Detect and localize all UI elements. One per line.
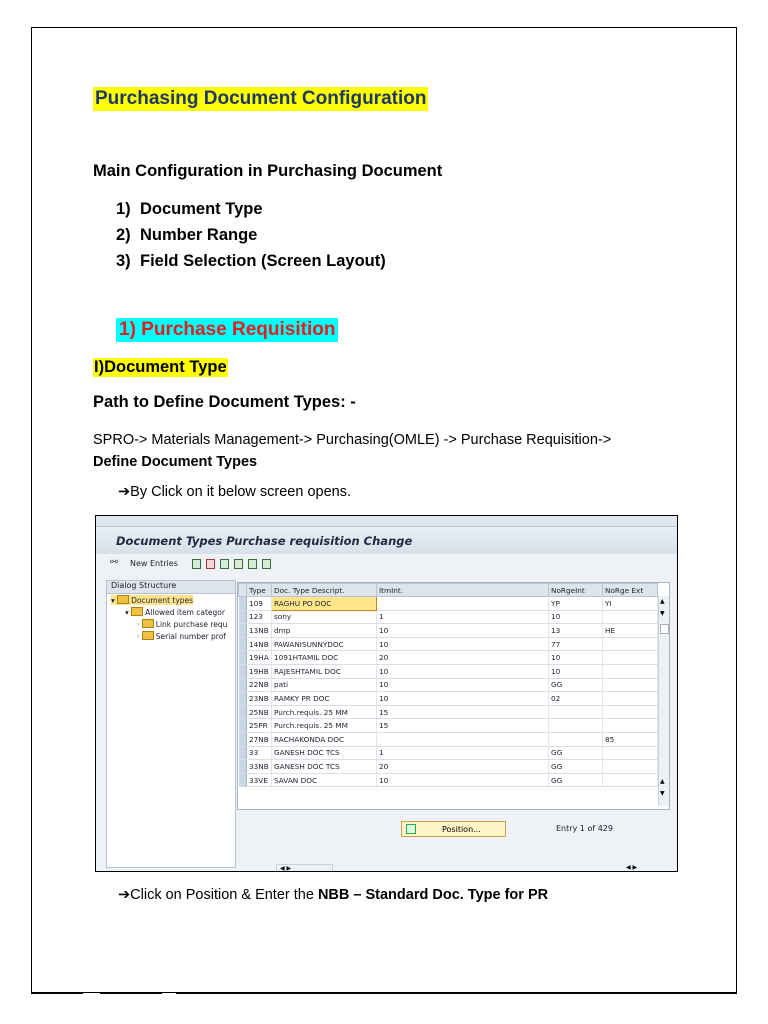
table-cell[interactable]: RAJESHTAMIL DOC xyxy=(272,664,377,678)
row-selector[interactable] xyxy=(239,651,247,665)
sap-title: Document Types Purchase requisition Change xyxy=(116,534,413,548)
table-header-row xyxy=(239,584,658,597)
row-selector[interactable] xyxy=(239,746,247,760)
table-cell[interactable]: 77 xyxy=(549,637,603,651)
table-cell[interactable]: YP xyxy=(549,597,603,611)
position-button[interactable]: Position... xyxy=(401,821,506,837)
dialog-structure xyxy=(106,580,236,868)
column-header[interactable]: Doc. Type Descript. xyxy=(272,584,377,597)
scroll-left-icon[interactable]: ◀ ▶ xyxy=(280,865,292,872)
table-cell[interactable] xyxy=(549,719,603,733)
scroll-down-icon[interactable]: ▼ xyxy=(660,790,665,797)
tree-item-document-types[interactable]: ▾ Document types xyxy=(111,596,194,605)
document-heading: Purchasing Document Configuration xyxy=(95,88,427,109)
table-cell[interactable]: Purch.requis. 25 MM xyxy=(272,705,377,719)
table-cell: 14NB xyxy=(247,637,272,651)
scroll-up-icon[interactable]: ▲ xyxy=(660,778,665,785)
table-row[interactable] xyxy=(239,746,658,760)
table-cell[interactable]: RAGHU PO DOC xyxy=(272,597,377,611)
footer-line xyxy=(31,992,83,994)
table-row[interactable] xyxy=(239,678,658,692)
row-selector[interactable] xyxy=(239,610,247,624)
arrow-icon: ➔ xyxy=(118,887,131,903)
table-row[interactable] xyxy=(239,610,658,624)
table-cell[interactable]: 10 xyxy=(377,692,549,706)
table-row[interactable] xyxy=(239,732,658,746)
table-cell[interactable]: SAVAN DOC xyxy=(272,773,377,787)
table-cell: 23NB xyxy=(247,692,272,706)
scroll-down-icon[interactable]: ▼ xyxy=(660,610,665,617)
table-row[interactable] xyxy=(239,705,658,719)
table-cell[interactable]: RAMKY PR DOC xyxy=(272,692,377,706)
column-header[interactable]: NoRge Ext xyxy=(603,584,658,597)
table-cell: 27NB xyxy=(247,732,272,746)
table-row[interactable] xyxy=(239,692,658,706)
path-line-bold: Define Document Types xyxy=(93,454,258,470)
table-cell[interactable]: 20 xyxy=(377,760,549,774)
table-cell[interactable]: 15 xyxy=(377,705,549,719)
subsection-title: I)Document Type xyxy=(94,358,227,376)
table-cell: 25PR xyxy=(247,719,272,733)
table-cell: 33NB xyxy=(247,760,272,774)
row-selector[interactable] xyxy=(239,719,247,733)
table-cell: 33 xyxy=(247,746,272,760)
table-row[interactable] xyxy=(239,719,658,733)
footer-line xyxy=(176,992,737,994)
config-item: 2) Number Range xyxy=(116,226,258,244)
select-block-icon[interactable] xyxy=(248,559,257,569)
row-selector-header[interactable] xyxy=(239,584,247,597)
footer-line xyxy=(100,992,162,994)
column-header[interactable]: Type xyxy=(247,584,272,597)
table-row[interactable] xyxy=(239,651,658,665)
table-cell[interactable]: sony xyxy=(272,610,377,624)
row-selector[interactable] xyxy=(239,637,247,651)
tree-item-link-purchase-requisition[interactable]: · Link purchase requ xyxy=(137,620,228,629)
table-cell[interactable] xyxy=(603,664,658,678)
table-cell[interactable] xyxy=(603,760,658,774)
table-cell: 33VE xyxy=(247,773,272,787)
table-row[interactable] xyxy=(239,637,658,651)
sap-toolbar xyxy=(96,554,677,576)
row-selector[interactable] xyxy=(239,678,247,692)
table-cell[interactable]: 10 xyxy=(549,664,603,678)
path-line: SPRO-> Materials Management-> Purchasing(OMLE) -> Purchase Requisition-> xyxy=(93,432,612,448)
table-cell[interactable] xyxy=(603,610,658,624)
config-list xyxy=(116,196,386,274)
scroll-thumb[interactable] xyxy=(660,624,669,634)
column-header[interactable]: NoRgeInt xyxy=(549,584,603,597)
table-cell: 109 xyxy=(247,597,272,611)
select-all-icon[interactable] xyxy=(234,559,243,569)
table-cell[interactable]: 85 xyxy=(603,732,658,746)
table-cell[interactable] xyxy=(377,597,549,611)
config-item: 3) Field Selection (Screen Layout) xyxy=(116,252,386,270)
table-cell[interactable] xyxy=(603,719,658,733)
table-cell[interactable]: GANESH DOC TCS xyxy=(272,760,377,774)
table-cell: 25NB xyxy=(247,705,272,719)
new-entries-button[interactable]: New Entries xyxy=(130,559,178,568)
table-cell[interactable]: 20 xyxy=(377,651,549,665)
entry-counter: Entry 1 of 429 xyxy=(556,824,613,833)
table-cell[interactable]: GG xyxy=(549,760,603,774)
arrow-icon: ➔ xyxy=(118,484,131,500)
glasses-icon[interactable]: ⚯ xyxy=(110,557,119,568)
table-cell[interactable]: YI xyxy=(603,597,658,611)
table-cell[interactable]: Purch.requis. 25 MM xyxy=(272,719,377,733)
table-cell[interactable]: GG xyxy=(549,746,603,760)
table-cell[interactable]: 1 xyxy=(377,610,549,624)
deselect-all-icon[interactable] xyxy=(262,559,271,569)
path-heading: Path to Define Document Types: - xyxy=(93,393,356,411)
table-cell[interactable] xyxy=(603,773,658,787)
table-cell[interactable] xyxy=(377,732,549,746)
table-cell[interactable]: GG xyxy=(549,678,603,692)
tree-item-serial-number-profile[interactable]: · Serial number prof xyxy=(137,632,226,641)
table-row[interactable] xyxy=(239,773,658,787)
table xyxy=(238,583,658,787)
table-cell[interactable] xyxy=(603,692,658,706)
table-cell[interactable] xyxy=(603,705,658,719)
table-row[interactable] xyxy=(239,624,658,638)
table-cell[interactable]: 13 xyxy=(549,624,603,638)
path-text xyxy=(93,429,611,473)
scroll-left-right-icon[interactable]: ◀ ▶ xyxy=(626,864,638,871)
table-cell[interactable]: 10 xyxy=(549,610,603,624)
row-selector[interactable] xyxy=(239,664,247,678)
table-cell: 19HB xyxy=(247,664,272,678)
table-cell[interactable]: HE xyxy=(603,624,658,638)
table-cell[interactable]: 10 xyxy=(377,637,549,651)
table-row[interactable] xyxy=(239,664,658,678)
scroll-up-icon[interactable]: ▲ xyxy=(660,598,665,605)
dialog-structure-header: Dialog Structure xyxy=(107,581,235,594)
table-cell[interactable]: PAWANISUNNYDOC xyxy=(272,637,377,651)
column-header[interactable]: ItmInt. xyxy=(377,584,549,597)
undo-icon[interactable] xyxy=(220,559,229,569)
row-selector[interactable] xyxy=(239,760,247,774)
row-selector[interactable] xyxy=(239,692,247,706)
bottom-note: ➔Click on Position & Enter the NBB – Standard Doc. Type for PR xyxy=(118,887,549,903)
table-cell: 123 xyxy=(247,610,272,624)
table-cell[interactable]: 1 xyxy=(377,746,549,760)
horizontal-scrollbar[interactable] xyxy=(276,864,333,872)
table-cell[interactable]: 10 xyxy=(549,651,603,665)
table-cell[interactable]: RACHAKONDA DOC xyxy=(272,732,377,746)
copy-icon[interactable] xyxy=(192,559,201,569)
table-cell[interactable]: pati xyxy=(272,678,377,692)
table-cell[interactable]: 1091HTAMIL DOC xyxy=(272,651,377,665)
row-selector[interactable] xyxy=(239,705,247,719)
vertical-scrollbar[interactable] xyxy=(658,596,669,806)
position-icon xyxy=(406,824,416,834)
table-cell[interactable]: dmp xyxy=(272,624,377,638)
tree-item-allowed-item-categories[interactable]: ▾ Allowed item categor xyxy=(125,608,225,617)
table-cell: 13NB xyxy=(247,624,272,638)
table-cell[interactable]: 15 xyxy=(377,719,549,733)
table-cell[interactable]: 02 xyxy=(549,692,603,706)
sap-screenshot xyxy=(95,515,678,872)
config-item: 1) Document Type xyxy=(116,200,263,218)
table-row[interactable] xyxy=(239,597,658,611)
sap-title-bar xyxy=(96,528,677,555)
row-selector[interactable] xyxy=(239,732,247,746)
main-config-title: Main Configuration in Purchasing Document xyxy=(93,162,443,180)
table-cell[interactable] xyxy=(549,705,603,719)
row-selector[interactable] xyxy=(239,597,247,611)
table-cell[interactable]: GG xyxy=(549,773,603,787)
table-cell[interactable] xyxy=(603,637,658,651)
table-cell[interactable]: GANESH DOC TCS xyxy=(272,746,377,760)
table-cell: 22NB xyxy=(247,678,272,692)
table-row[interactable] xyxy=(239,760,658,774)
table-cell[interactable]: 10 xyxy=(377,678,549,692)
delete-icon[interactable] xyxy=(206,559,215,569)
table-cell[interactable] xyxy=(603,746,658,760)
click-note: ➔By Click on it below screen opens. xyxy=(118,484,351,500)
table-cell[interactable]: 10 xyxy=(377,624,549,638)
table-cell[interactable] xyxy=(603,651,658,665)
sap-menu-strip xyxy=(96,516,677,527)
table-cell[interactable] xyxy=(549,732,603,746)
row-selector[interactable] xyxy=(239,773,247,787)
table-cell: 19HA xyxy=(247,651,272,665)
table-cell[interactable]: 10 xyxy=(377,773,549,787)
section-title: 1) Purchase Requisition xyxy=(116,318,338,342)
table-cell[interactable]: 10 xyxy=(377,664,549,678)
row-selector[interactable] xyxy=(239,624,247,638)
table-cell[interactable] xyxy=(603,678,658,692)
